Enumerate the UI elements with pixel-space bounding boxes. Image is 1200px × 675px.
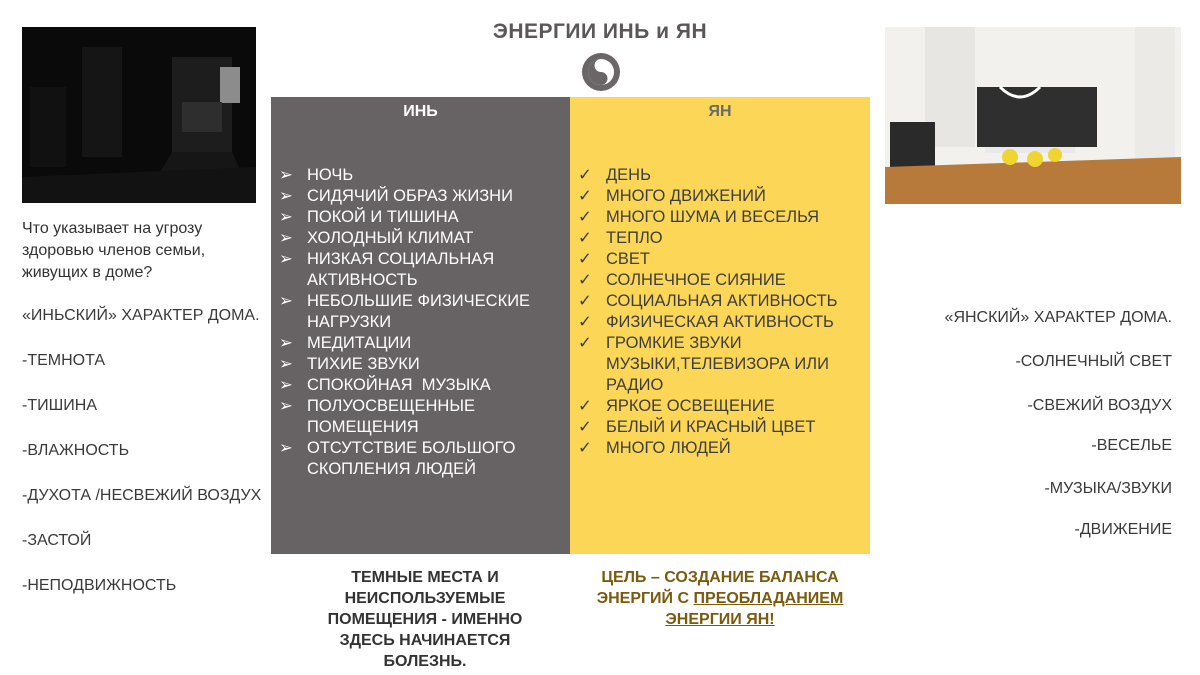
list-item: ➢ СПОКОЙНАЯ МУЗЫКА bbox=[279, 376, 491, 394]
checkmark-icon: ✓ bbox=[578, 313, 592, 331]
yin-trait: -ЗАСТОЙ bbox=[22, 532, 92, 549]
arrow-bullet-icon: ➢ bbox=[279, 187, 293, 205]
arrow-bullet-icon: ➢ bbox=[279, 439, 293, 457]
yang-conclusion bbox=[585, 567, 855, 630]
dark-room-photo bbox=[22, 27, 256, 203]
list-item: ✓ СОЛНЕЧНОЕ СИЯНИЕ bbox=[578, 271, 786, 289]
list-item: ➢ НЕБОЛЬШИЕ ФИЗИЧЕСКИЕ НАГРУЗКИ bbox=[279, 292, 531, 331]
list-item: ➢ ОТСУТСТВИЕ БОЛЬШОГО СКОПЛЕНИЯ ЛЮДЕЙ bbox=[279, 439, 516, 478]
yang-column bbox=[570, 97, 870, 554]
yang-trait: -ВЕСЕЛЬЕ bbox=[1091, 437, 1172, 454]
yin-trait: -ДУХОТА /НЕСВЕЖИЙ ВОЗДУХ bbox=[22, 487, 262, 504]
arrow-bullet-icon: ➢ bbox=[279, 208, 293, 226]
yang-house-heading: «ЯНСКИЙ» ХАРАКТЕР ДОМА. bbox=[944, 309, 1172, 326]
list-item: ➢ ПОЛУОСВЕЩЕННЫЕ ПОМЕЩЕНИЯ bbox=[279, 397, 475, 436]
page-title: ЭНЕРГИИ ИНЬ и ЯН bbox=[492, 20, 708, 43]
yin-conclusion: ТЕМНЫЕ МЕСТА И НЕИСПОЛЬЗУЕМЫЕ ПОМЕЩЕНИЯ - ИМЕННО ЗДЕСЬ НАЧИНАЕТСЯ БОЛЕЗНЬ. bbox=[327, 569, 523, 670]
list-item: ✓ ДЕНЬ bbox=[578, 166, 651, 184]
arrow-bullet-icon: ➢ bbox=[279, 355, 293, 373]
yin-trait: -ВЛАЖНОСТЬ bbox=[22, 442, 130, 459]
checkmark-icon: ✓ bbox=[578, 292, 592, 310]
yin-house-heading: «ИНЬСКИЙ» ХАРАКТЕР ДОМА. bbox=[22, 307, 260, 324]
checkmark-icon: ✓ bbox=[578, 397, 592, 415]
checkmark-icon: ✓ bbox=[578, 271, 592, 289]
yin-list bbox=[279, 165, 564, 480]
yang-column-header: ЯН bbox=[708, 103, 732, 120]
arrow-bullet-icon: ➢ bbox=[279, 166, 293, 184]
yang-trait: -ДВИЖЕНИЕ bbox=[1074, 521, 1172, 538]
list-item: ➢ ХОЛОДНЫЙ КЛИМАТ bbox=[279, 229, 474, 247]
yang-conclusion-emphasis: ПРЕОБЛАДАНИЕМ ЭНЕРГИИ ЯН! bbox=[665, 590, 844, 628]
checkmark-icon: ✓ bbox=[578, 229, 592, 247]
yin-column-header: ИНЬ bbox=[403, 103, 438, 120]
list-item: ✓ БЕЛЫЙ И КРАСНЫЙ ЦВЕТ bbox=[578, 418, 816, 436]
list-item: ➢ ПОКОЙ И ТИШИНА bbox=[279, 208, 459, 226]
list-item: ✓ ФИЗИЧЕСКАЯ АКТИВНОСТЬ bbox=[578, 313, 834, 331]
list-item: ➢ НОЧЬ bbox=[279, 166, 354, 184]
arrow-bullet-icon: ➢ bbox=[279, 229, 293, 247]
list-item: ✓ ЯРКОЕ ОСВЕЩЕНИЕ bbox=[578, 397, 775, 415]
list-item: ➢ ТИХИЕ ЗВУКИ bbox=[279, 355, 420, 373]
list-item: ✓ СОЦИАЛЬНАЯ АКТИВНОСТЬ bbox=[578, 292, 838, 310]
yin-yang-icon bbox=[581, 52, 621, 92]
list-item: ✓ МНОГО ДВИЖЕНИЙ bbox=[578, 187, 766, 205]
checkmark-icon: ✓ bbox=[578, 166, 592, 184]
checkmark-icon: ✓ bbox=[578, 187, 592, 205]
yang-conclusion-text: ЦЕЛЬ – СОЗДАНИЕ БАЛАНСА ЭНЕРГИЙ С bbox=[596, 569, 839, 607]
list-item: ➢ МЕДИТАЦИИ bbox=[279, 334, 412, 352]
yang-trait: -СВЕЖИЙ ВОЗДУХ bbox=[1027, 397, 1172, 414]
checkmark-icon: ✓ bbox=[578, 250, 592, 268]
yang-trait: -СОЛНЕЧНЫЙ СВЕТ bbox=[1015, 353, 1172, 370]
arrow-bullet-icon: ➢ bbox=[279, 250, 293, 268]
yang-trait: -МУЗЫКА/ЗВУКИ bbox=[1044, 480, 1172, 497]
arrow-bullet-icon: ➢ bbox=[279, 397, 293, 415]
bright-room-photo bbox=[885, 27, 1181, 204]
arrow-bullet-icon: ➢ bbox=[279, 376, 293, 394]
list-item: ➢ СИДЯЧИЙ ОБРАЗ ЖИЗНИ bbox=[279, 187, 513, 205]
checkmark-icon: ✓ bbox=[578, 418, 592, 436]
yin-trait: -ТЕМНОТА bbox=[22, 352, 106, 369]
list-item: ✓ МНОГО ШУМА И ВЕСЕЛЬЯ bbox=[578, 208, 820, 226]
checkmark-icon: ✓ bbox=[578, 439, 592, 457]
checkmark-icon: ✓ bbox=[578, 208, 592, 226]
question-text: Что указывает на угрозу здоровью членов семьи, живущих в доме? bbox=[22, 220, 206, 281]
yang-list bbox=[578, 165, 863, 459]
list-item: ✓ ГРОМКИЕ ЗВУКИ МУЗЫКИ,ТЕЛЕВИЗОРА ИЛИ РАДИО bbox=[578, 334, 829, 394]
list-item: ✓ МНОГО ЛЮДЕЙ bbox=[578, 439, 731, 457]
yin-column bbox=[271, 97, 570, 554]
arrow-bullet-icon: ➢ bbox=[279, 334, 293, 352]
checkmark-icon: ✓ bbox=[578, 334, 592, 352]
arrow-bullet-icon: ➢ bbox=[279, 292, 293, 310]
yin-trait: -НЕПОДВИЖНОСТЬ bbox=[22, 577, 177, 594]
list-item: ✓ ТЕПЛО bbox=[578, 229, 663, 247]
yin-trait: -ТИШИНА bbox=[22, 397, 97, 414]
list-item: ➢ НИЗКАЯ СОЦИАЛЬНАЯ АКТИВНОСТЬ bbox=[279, 250, 495, 289]
list-item: ✓ СВЕТ bbox=[578, 250, 651, 268]
